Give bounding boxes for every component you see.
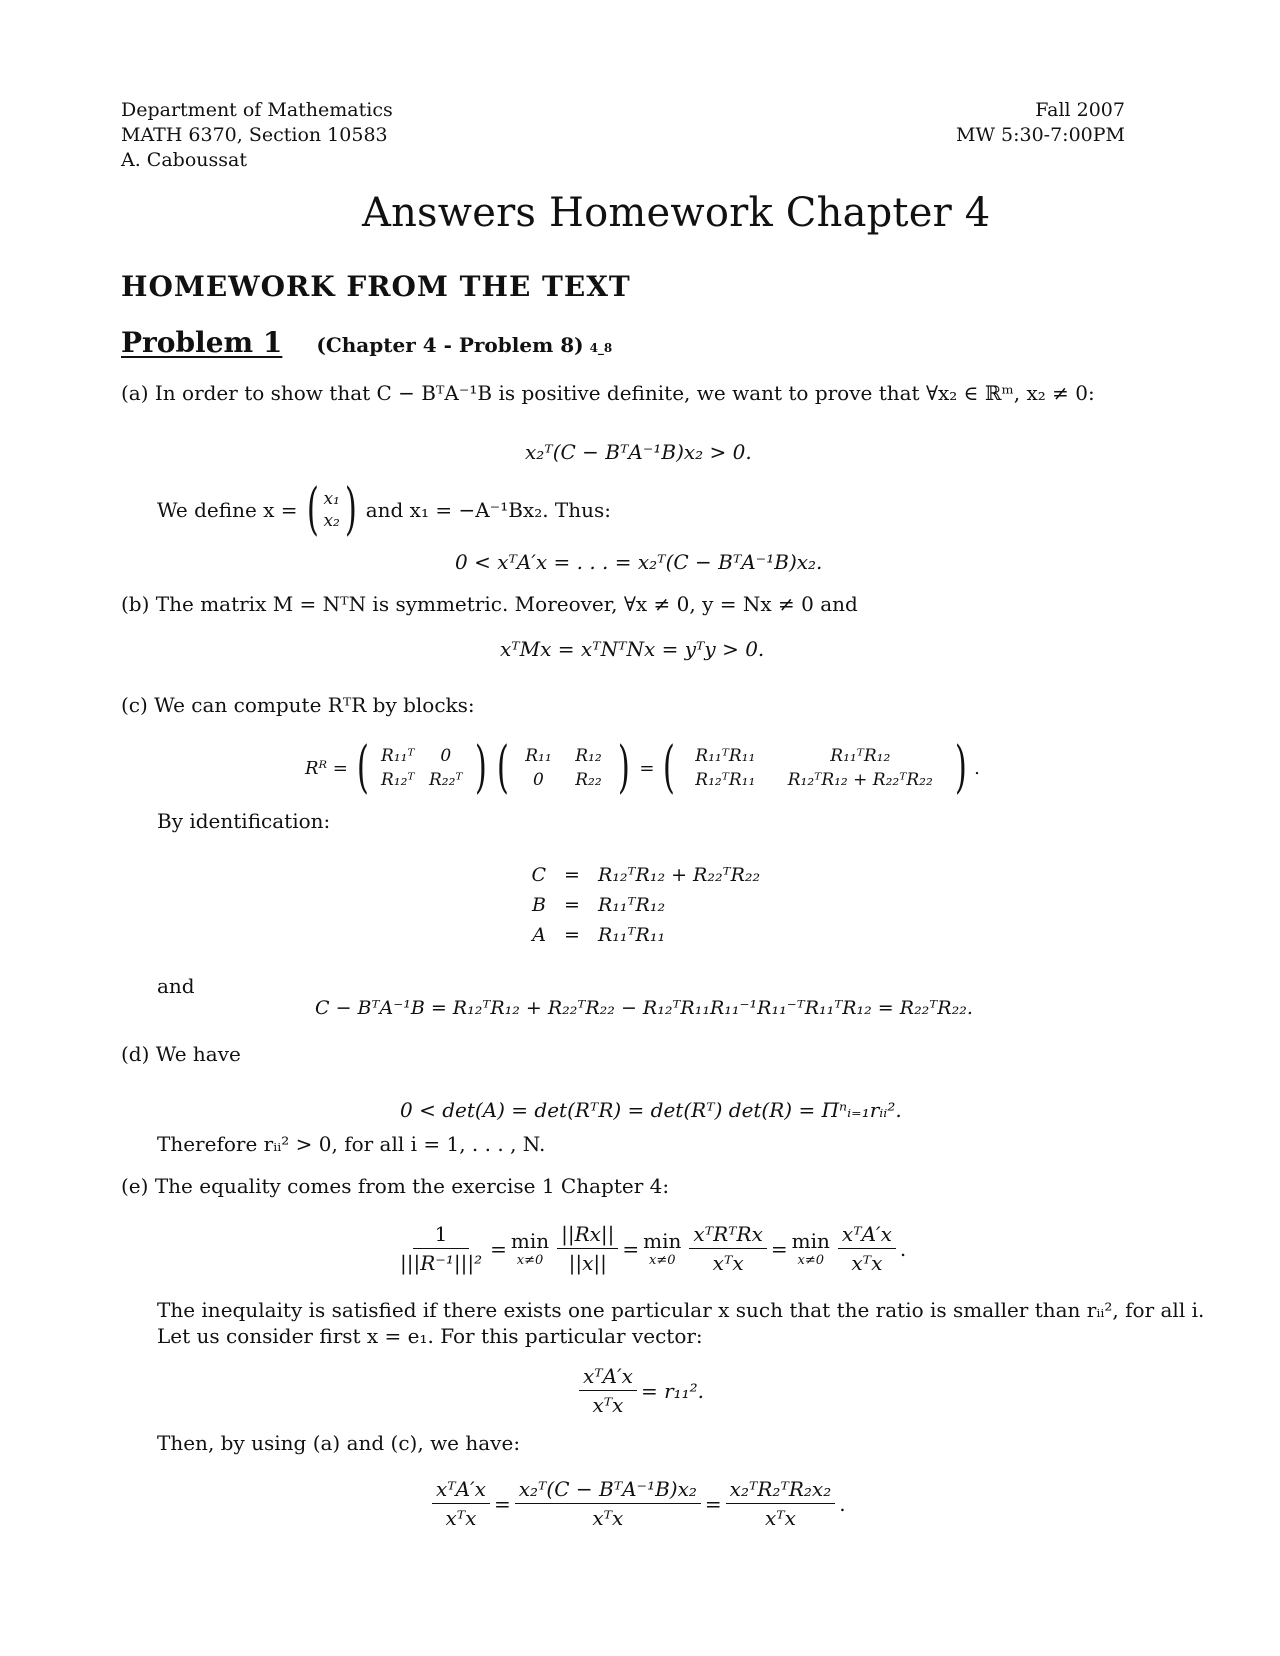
fraction — [579, 1364, 637, 1417]
equals-sign: = — [770, 1236, 788, 1261]
equation-period: . — [899, 1236, 907, 1261]
ident-row-a — [520, 920, 760, 950]
part-e-paragraph — [157, 1297, 1204, 1349]
m2-right-paren-icon: ) — [618, 735, 631, 800]
header-schedule: MW 5:30-7:00PM — [955, 124, 1125, 146]
page-title: Answers Homework Chapter 4 — [362, 190, 991, 236]
ident-lhs: B — [532, 894, 546, 916]
m1-left-paren-icon: ( — [356, 735, 369, 800]
fraction-numerator: x₂ᵀ(C − BᵀA⁻¹B)x₂ — [515, 1477, 701, 1504]
fraction-numerator: xᵀA′x — [579, 1364, 637, 1391]
part-e-label: (e) — [121, 1174, 149, 1198]
ident-rhs: R₁₁ᵀR₁₁ — [598, 924, 666, 946]
equals-sign: = — [493, 1491, 511, 1516]
problem-tag: 4_8 — [589, 341, 613, 355]
fraction-numerator: 1 — [413, 1222, 470, 1249]
part-d-label: (d) — [121, 1042, 150, 1066]
m2-cell: R₁₂ — [575, 746, 602, 766]
final-ratio-equation — [428, 1477, 846, 1530]
fraction-numerator: xᵀA′x — [432, 1477, 490, 1504]
part-a-label: (a) — [121, 381, 149, 405]
part-c-label: (c) — [121, 693, 148, 717]
m3-cell: R₁₁ᵀR₁₂ — [830, 746, 891, 766]
vector-x — [323, 488, 339, 532]
equation-period: . — [839, 1491, 846, 1516]
fraction-numerator: xᵀRᵀRx — [689, 1222, 766, 1249]
block-matrix-equation — [305, 735, 980, 800]
ident-row-b — [520, 890, 760, 920]
m1-right-paren-icon: ) — [474, 735, 487, 800]
section-title: HOMEWORK FROM THE TEXT — [121, 270, 631, 303]
part-e-text: The equality comes from the exercise 1 Chapter 4: — [154, 1174, 670, 1198]
m1-cell: R₁₁ᵀ — [380, 746, 415, 766]
matrix-period: . — [974, 757, 980, 779]
part-d-conclusion: Therefore rᵢᵢ² > 0, for all i = 1, . . . , N. — [157, 1132, 546, 1156]
problem-heading — [121, 326, 612, 359]
matrix-2 — [513, 744, 613, 792]
fraction-denominator: xᵀx — [712, 1251, 744, 1275]
vector-x-bottom: x₂ — [323, 511, 340, 531]
fraction — [432, 1477, 490, 1530]
fraction — [396, 1222, 486, 1275]
ident-rhs: R₁₁ᵀR₁₂ — [598, 894, 666, 916]
part-e-statement — [121, 1173, 669, 1199]
norm-equation — [392, 1222, 906, 1275]
define-suffix: and x₁ = −A⁻¹Bx₂. Thus: — [365, 498, 612, 522]
equals-sign: = — [639, 757, 655, 779]
left-paren-icon: ( — [306, 477, 319, 542]
min-operator — [643, 1229, 681, 1268]
header-term: Fall 2007 — [1035, 99, 1125, 121]
fraction — [726, 1477, 836, 1530]
header-left — [121, 98, 393, 173]
fraction-denominator: xᵀx — [764, 1506, 796, 1530]
part-d-statement — [121, 1041, 241, 1067]
part-b-text: The matrix M = NᵀN is symmetric. Moreover, ∀x ≠ 0, y = Nx ≠ 0 and — [155, 592, 858, 616]
ratio-equation — [575, 1364, 704, 1417]
ident-row-c — [520, 860, 760, 890]
fraction-denominator: xᵀx — [851, 1251, 883, 1275]
header-author: A. Caboussat — [121, 149, 247, 171]
vector-x-top: x₁ — [323, 489, 340, 509]
min-label: min — [510, 1229, 550, 1253]
m1-cell: 0 — [440, 746, 452, 766]
m3-right-paren-icon: ) — [955, 735, 968, 800]
matrix-1 — [374, 744, 470, 792]
fraction — [515, 1477, 701, 1530]
part-e-then: Then, by using (a) and (c), we have: — [157, 1431, 521, 1455]
m3-cell: R₁₂ᵀR₁₁ — [695, 770, 756, 790]
problem-label: Problem 1 — [121, 326, 283, 359]
m1-cell: R₂₂ᵀ — [428, 770, 463, 790]
min-subscript: x≠0 — [649, 1253, 676, 1268]
ident-equals: = — [564, 924, 580, 946]
part-b-statement — [121, 591, 858, 617]
m2-cell: 0 — [533, 770, 544, 790]
by-identification: By identification: — [157, 809, 331, 833]
fraction-denominator: xᵀx — [445, 1506, 477, 1530]
part-e-para-1: The inequlaity is satisfied if there exists one particular x such that the ratio is smaller than rᵢᵢ², for all i. — [157, 1298, 1205, 1322]
min-operator — [792, 1229, 830, 1268]
part-d-text: We have — [155, 1042, 241, 1066]
min-subscript: x≠0 — [797, 1253, 825, 1268]
min-label: min — [643, 1229, 682, 1253]
and-connector: and — [157, 974, 195, 998]
part-c-text: We can compute RᵀR by blocks: — [154, 693, 475, 717]
ident-rhs: R₁₂ᵀR₁₂ + R₂₂ᵀR₂₂ — [598, 864, 761, 886]
identification-system — [520, 860, 760, 950]
part-a-statement — [121, 380, 1095, 406]
ident-lhs: A — [532, 924, 546, 946]
part-a-equation-2: 0 < xᵀA′x = . . . = x₂ᵀ(C − BᵀA⁻¹B)x₂. — [455, 550, 823, 574]
equals-sign: = — [490, 1236, 507, 1261]
fraction-numerator: x₂ᵀR₂ᵀR₂x₂ — [726, 1477, 836, 1504]
part-b-equation: xᵀMx = xᵀNᵀNx = yᵀy > 0. — [500, 637, 765, 661]
equals-sign: = — [622, 1236, 640, 1261]
fraction-denominator: ||x|| — [568, 1251, 607, 1275]
header-department: Department of Mathematics — [121, 99, 393, 121]
part-c-statement — [121, 692, 475, 718]
ident-equals: = — [564, 894, 580, 916]
ident-lhs: C — [531, 864, 546, 886]
m3-cell: R₁₁ᵀR₁₁ — [695, 746, 756, 766]
ratio-rhs: = r₁₁². — [640, 1378, 705, 1403]
header-right — [956, 98, 1125, 148]
min-label: min — [791, 1229, 830, 1253]
min-subscript: x≠0 — [516, 1253, 544, 1268]
problem-subtitle: (Chapter 4 - Problem 8) — [316, 333, 584, 357]
m3-left-paren-icon: ( — [663, 735, 676, 800]
min-operator — [511, 1229, 549, 1268]
m2-left-paren-icon: ( — [496, 735, 509, 800]
equals-sign: = — [704, 1491, 722, 1516]
fraction-numerator: xᵀA′x — [838, 1222, 896, 1249]
block-lhs: Rᴿ = — [305, 757, 348, 779]
fraction-denominator: |||R⁻¹|||² — [400, 1251, 483, 1275]
part-a-definition — [157, 477, 612, 542]
part-c-final-equation: C − BᵀA⁻¹B = R₁₂ᵀR₁₂ + R₂₂ᵀR₂₂ − R₁₂ᵀR₁₁R₁₁⁻¹R₁₁⁻ᵀR₁₁ᵀR₁₂ = R₂₂ᵀR₂₂. — [315, 997, 973, 1019]
matrix-3 — [680, 744, 950, 792]
fraction — [557, 1222, 618, 1275]
fraction-numerator: ||Rx|| — [557, 1222, 618, 1249]
m3-cell: R₁₂ᵀR₁₂ + R₂₂ᵀR₂₂ — [787, 770, 933, 790]
m2-cell: R₂₂ — [575, 770, 602, 790]
part-b-label: (b) — [121, 592, 150, 616]
part-e-para-2: Let us consider first x = e₁. For this particular vector: — [157, 1324, 703, 1348]
m1-cell: R₁₂ᵀ — [380, 770, 415, 790]
ident-equals: = — [564, 864, 580, 886]
define-prefix: We define x = — [157, 498, 298, 522]
right-paren-icon: ) — [344, 477, 357, 542]
fraction-denominator: xᵀx — [592, 1393, 624, 1417]
header-course: MATH 6370, Section 10583 — [121, 124, 388, 146]
part-d-equation: 0 < det(A) = det(RᵀR) = det(Rᵀ) det(R) = Πⁿᵢ₌₁rᵢᵢ². — [400, 1098, 902, 1122]
fraction — [689, 1222, 766, 1275]
fraction — [838, 1222, 896, 1275]
fraction-denominator: xᵀx — [592, 1506, 624, 1530]
part-a-equation-1: x₂ᵀ(C − BᵀA⁻¹B)x₂ > 0. — [525, 440, 752, 464]
m2-cell: R₁₁ — [525, 746, 552, 766]
part-a-text: In order to show that C − BᵀA⁻¹B is positive definite, we want to prove that ∀x₂ ∈ ℝᵐ, x₂ ≠ 0: — [154, 381, 1095, 405]
